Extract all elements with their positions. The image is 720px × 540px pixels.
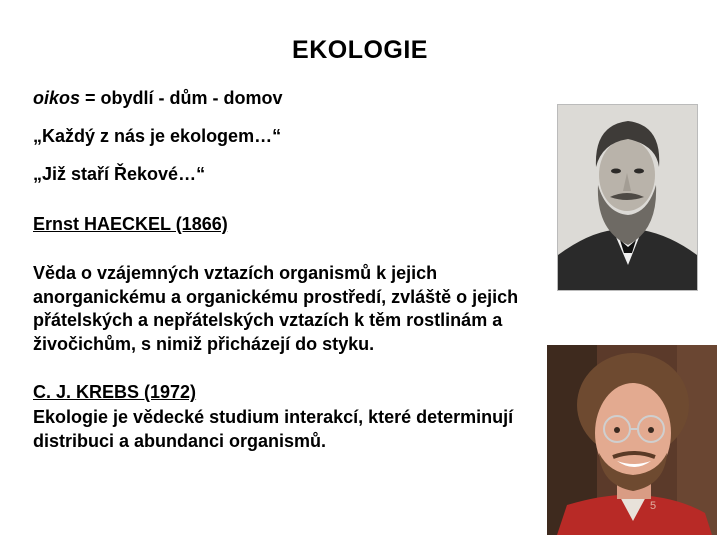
definition-term: oikos bbox=[33, 88, 81, 108]
definition-line bbox=[33, 88, 283, 109]
quote-2: „Již staří Řekové…“ bbox=[33, 164, 206, 184]
haeckel-portrait-image bbox=[557, 104, 698, 291]
slide-title: EKOLOGIE bbox=[292, 36, 428, 64]
quote-1: „Každý z nás je ekologem…“ bbox=[33, 126, 282, 146]
krebs-heading: C. J. KREBS (1972) bbox=[33, 382, 197, 402]
haeckel-definition: Věda o vzájemných vztazích organismů k jejich anorganickému a organickému prostředí, zvláště o jejich přátelských a nepřátelských vztazích k těm rostlinám a živočichům, s nimiž přicházejí do styku. bbox=[33, 263, 519, 354]
definition-rest: = obydlí - dům - domov bbox=[80, 88, 283, 108]
krebs-portrait-image bbox=[547, 345, 717, 535]
haeckel-heading: Ernst HAECKEL (1866) bbox=[33, 214, 228, 234]
krebs-definition: Ekologie je vědecké studium interakcí, které determinují distribuci a abundanci organismů. bbox=[33, 407, 514, 451]
page-number: 5 bbox=[650, 500, 657, 512]
